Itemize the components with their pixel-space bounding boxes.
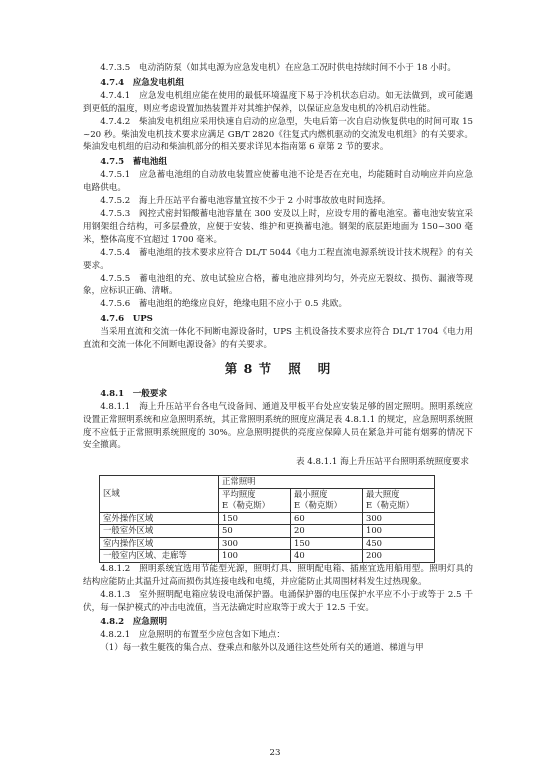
- list-item-1: （1）每一救生艇筏的集合点、登乘点和舷外以及通往这些处所有关的通道、梯道与甲: [100, 643, 424, 654]
- cell-min: 40: [291, 550, 363, 563]
- clause-4-7-5-1: 4.7.5.1 应急蓄电池组的自动放电装置应使蓄电池不论是否在充电，均能随时自动响应并向应急电路供电。: [83, 170, 473, 194]
- clause-4-7-5-4: 4.7.5.4 蓄电池组的技术要求应符合 DL/T 5044《电力工程直流电源系统设计技术规程》的有关要求。: [83, 247, 473, 271]
- cell-min: 150: [291, 537, 363, 550]
- cell-avg: 300: [219, 537, 291, 550]
- table-row: [100, 550, 435, 563]
- cell-max: 450: [363, 537, 435, 550]
- cell-max: 300: [363, 512, 435, 525]
- table-row: [100, 537, 435, 550]
- cell-min: 20: [291, 525, 363, 538]
- table-caption: 表 4.8.1.1 海上升压站平台照明系统照度要求: [295, 457, 469, 468]
- cell-avg: 150: [219, 512, 291, 525]
- clause-4-7-5-6: 4.7.5.6 蓄电池组的绝缘应良好，绝缘电阻不应小于 0.5 兆欧。: [100, 299, 348, 310]
- clause-4-8-1-2: 4.8.1.2 照明系统宜选用节能型光源，照明灯具、照明配电箱、插座宜选用船用型。照明灯具的结构应能防止其温升过高而损伤其连接电线和电缆，并应能防止其周围材料发生过热现象。: [83, 563, 473, 587]
- cell-area: 室外操作区域: [100, 512, 219, 525]
- clause-4-7-4-2: 4.7.4.2 柴油发电机组应采用快速自启动的应急型，失电后第一次自启动恢复供电的时间可取 15~20 秒。柴油发电机技术要求应满足 GB/T 2820《往复式内燃机驱动的交流发电机组》的有关要求。柴油发电机组的启动和柴油机部分的相关要求详见本指南第 6 章第 2 节的要求。: [83, 116, 473, 153]
- clause-4-7-4-1: 4.7.4.1 应急发电机组应能在使用的最低环境温度下易于冷机状态启动。如无法做到，或可能遇到更低的温度，则应考虑设置加热装置并对其维护保养，以保证应急发电机的冷机启动性能。: [83, 90, 473, 114]
- document-page: [83, 62, 473, 655]
- page-number: 23: [269, 748, 281, 758]
- section-title: [83, 360, 473, 376]
- cell-area: 室内操作区域: [100, 537, 219, 550]
- section-number: 第 8 节: [224, 360, 273, 376]
- header-normal-lighting: 正常照明: [219, 476, 435, 489]
- heading-4-7-5: 4.7.5 蓄电池组: [100, 157, 168, 168]
- cell-min: 60: [291, 512, 363, 525]
- table-row: [100, 512, 435, 525]
- clause-4-7-5-3: 4.7.5.3 阀控式密封铅酸蓄电池容量在 300 安及以上时，应设专用的蓄电池室。蓄电池安装宜采用钢架组合结构，可多层叠放，应便于安装、维护和更换蓄电池。钢架的底层距地面为 150~300 毫米，整体高度不宜超过 1700 毫米。: [83, 208, 473, 245]
- header-max: 最大照度 E（勒克斯）: [363, 488, 435, 512]
- heading-4-7-6: 4.7.6 UPS: [100, 314, 153, 325]
- clause-4-8-1-3: 4.8.1.3 室外照明配电箱应装设电涌保护器。电涌保护器的电压保护水平应不小于或等于 2.5 千伏，每一保护模式的冲击电流值，当无法确定时应取等于或大于 12.5 千安。: [83, 589, 473, 613]
- illumination-table: [99, 475, 435, 563]
- cell-area: 一般室外区域: [100, 525, 219, 538]
- heading-4-8-2: 4.8.2 应急照明: [100, 617, 168, 628]
- cell-avg: 100: [219, 550, 291, 563]
- header-avg: 平均照度 E（勒克斯）: [219, 488, 291, 512]
- clause-4-8-1-1: 4.8.1.1 海上升压站平台各电气设备间、通道及甲板平台处应安装足够的固定照明。照明系统应设置正常照明系统和应急照明系统，其正常照明系统的照度应满足表 4.8.1.1 的规定，应急照明系统照度不应低于正常照明系统照度的 30%。应急照明提供的亮度应保障人员在紧急并可能有烟雾的情况下安全撤离。: [83, 401, 473, 451]
- cell-max: 200: [363, 550, 435, 563]
- table-row: [100, 525, 435, 538]
- clause-4-7-6-text: 当采用直流和交流一体化不间断电源设备时，UPS 主机设备技术要求应符合 DL/T 1704《电力用直流和交流一体化不间断电源设备》的有关要求。: [83, 327, 473, 351]
- header-min: 最小照度 E（勒克斯）: [291, 488, 363, 512]
- section-title-char-2: 明: [317, 360, 332, 376]
- section-4-7-body: [83, 62, 473, 352]
- cell-avg: 50: [219, 525, 291, 538]
- clause-4-7-3-5: 4.7.3.5 电动消防泵（如其电源为应急发电机）在应急工况时供电持续时间不小于 18 小时。: [100, 63, 457, 73]
- clause-4-7-5-5: 4.7.5.5 蓄电池组的充、放电试验应合格，蓄电池应排列均匀，外壳应无裂纹、损伤、漏液等现象，应标识正确、清晰。: [83, 273, 473, 297]
- clause-4-7-5-2: 4.7.5.2 海上升压站平台蓄电池容量宜按不少于 2 小时事故放电时间选择。: [100, 196, 391, 207]
- heading-4-7-4: 4.7.4 应急发电机组: [100, 77, 185, 88]
- cell-max: 100: [363, 525, 435, 538]
- header-area: 区域: [100, 476, 219, 513]
- cell-area: 一般室内区域、走廊等: [100, 550, 219, 563]
- heading-4-8-1: 4.8.1 一般要求: [100, 388, 168, 399]
- clause-4-8-2-1: 4.8.2.1 应急照明的布置至少应包含如下地点：: [100, 630, 285, 641]
- table-header-row: [100, 476, 435, 489]
- section-title-char-1: 照: [288, 360, 302, 376]
